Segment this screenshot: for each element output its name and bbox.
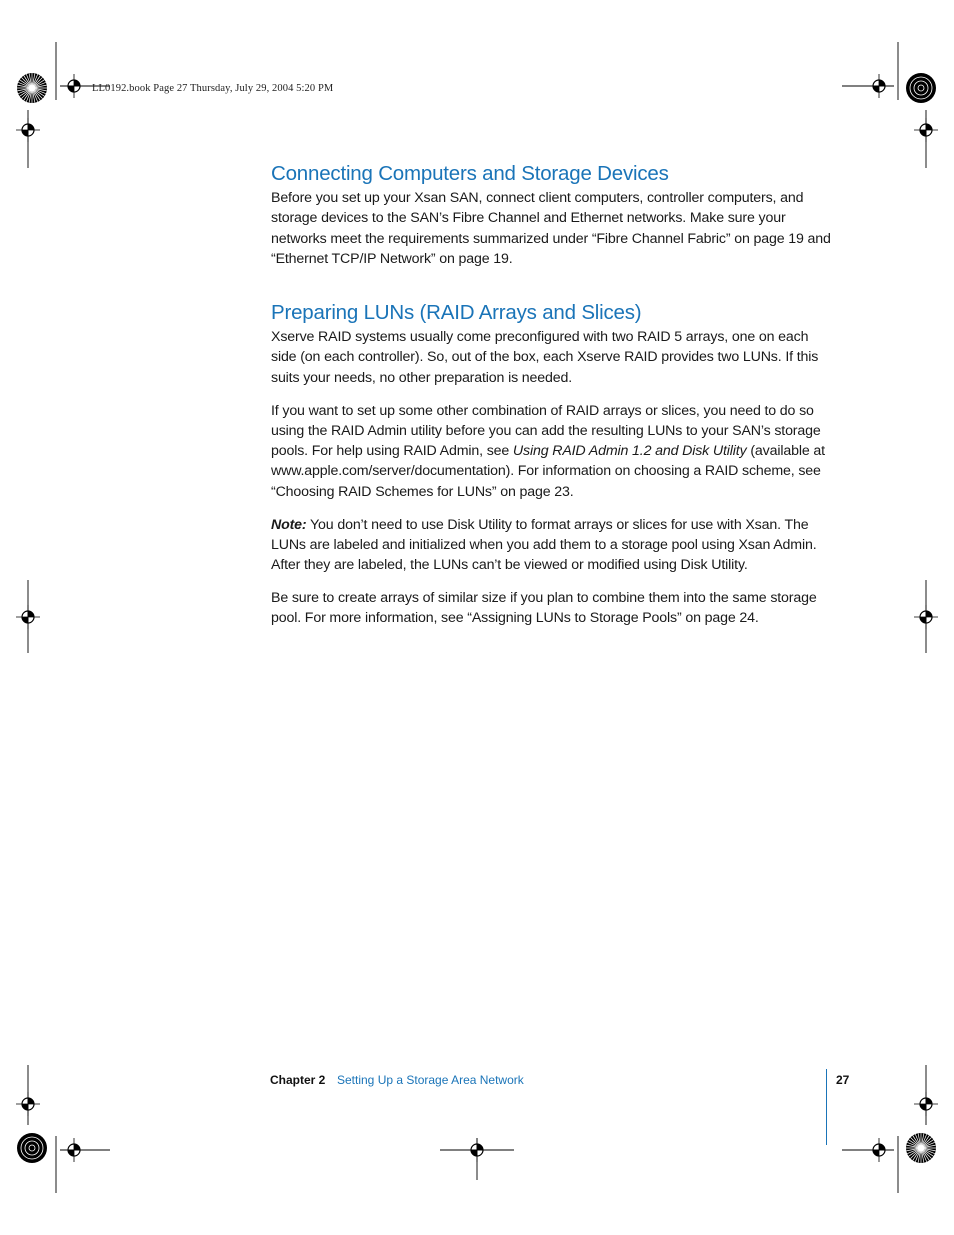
paragraph-connecting: Before you set up your Xsan SAN, connect client computers, controller computers, and storage devices to the SAN’s Fibre Channel and Ethernet networks. Make sure your networks meet the requirements summarized under “Fibre Channel Fabric” on page 19 and “Ethernet TCP/IP Network” on page 19. bbox=[271, 190, 831, 267]
section-heading-preparing-luns: Preparing LUNs (RAID Arrays and Slices) bbox=[271, 301, 642, 325]
paragraph-preconfigured: Xserve RAID systems usually come preconfigured with two RAID 5 arrays, one on each side (on each controller). So, out of the box, each Xserve RAID provides two LUNs. If this suits your needs, no other preparation is needed. bbox=[271, 329, 819, 386]
footer-chapter: Chapter 2 bbox=[270, 1073, 326, 1087]
section-heading-connecting: Connecting Computers and Storage Devices bbox=[271, 162, 669, 185]
paragraph-raid-admin-text-a: If you want to set up some other combination of RAID arrays or slices, you need to do so using the RAID Admin utility before you can add the resulting LUNs to your SAN’s storage pools. For help using RAID Admin, see bbox=[271, 402, 821, 460]
book-title-reference: Using RAID Admin 1.2 and Disk Utility bbox=[512, 443, 747, 460]
paragraph-similar-size: Be sure to create arrays of similar size if you plan to combine them into the same storage pool. For more information, see “Assigning LUNs to Storage Pools” on page 24. bbox=[271, 589, 817, 627]
note-label: Note: bbox=[271, 516, 307, 533]
print-slug: LL0192.book Page 27 Thursday, July 29, 2004 5:20 PM bbox=[92, 83, 334, 94]
page-body bbox=[271, 160, 831, 629]
footer-chapter-title: Setting Up a Storage Area Network bbox=[337, 1073, 524, 1087]
note-paragraph bbox=[271, 515, 831, 576]
note-text: You don’t need to use Disk Utility to format arrays or slices for use with Xsan. The LUNs are labeled and initialized when you add them to a storage pool using Xsan Admin. After they are labeled, the LUNs can’t be viewed or modified using Disk Utility. bbox=[271, 516, 817, 574]
footer-divider bbox=[826, 1069, 827, 1145]
paragraph-raid-admin bbox=[271, 401, 831, 502]
paragraph-raid-admin-text-b: (available at www.apple.com/server/documentation). For information on choosing a RAID scheme, see “Choosing RAID Schemes for LUNs” on page 23. bbox=[271, 443, 825, 500]
page-number: 27 bbox=[836, 1073, 850, 1087]
